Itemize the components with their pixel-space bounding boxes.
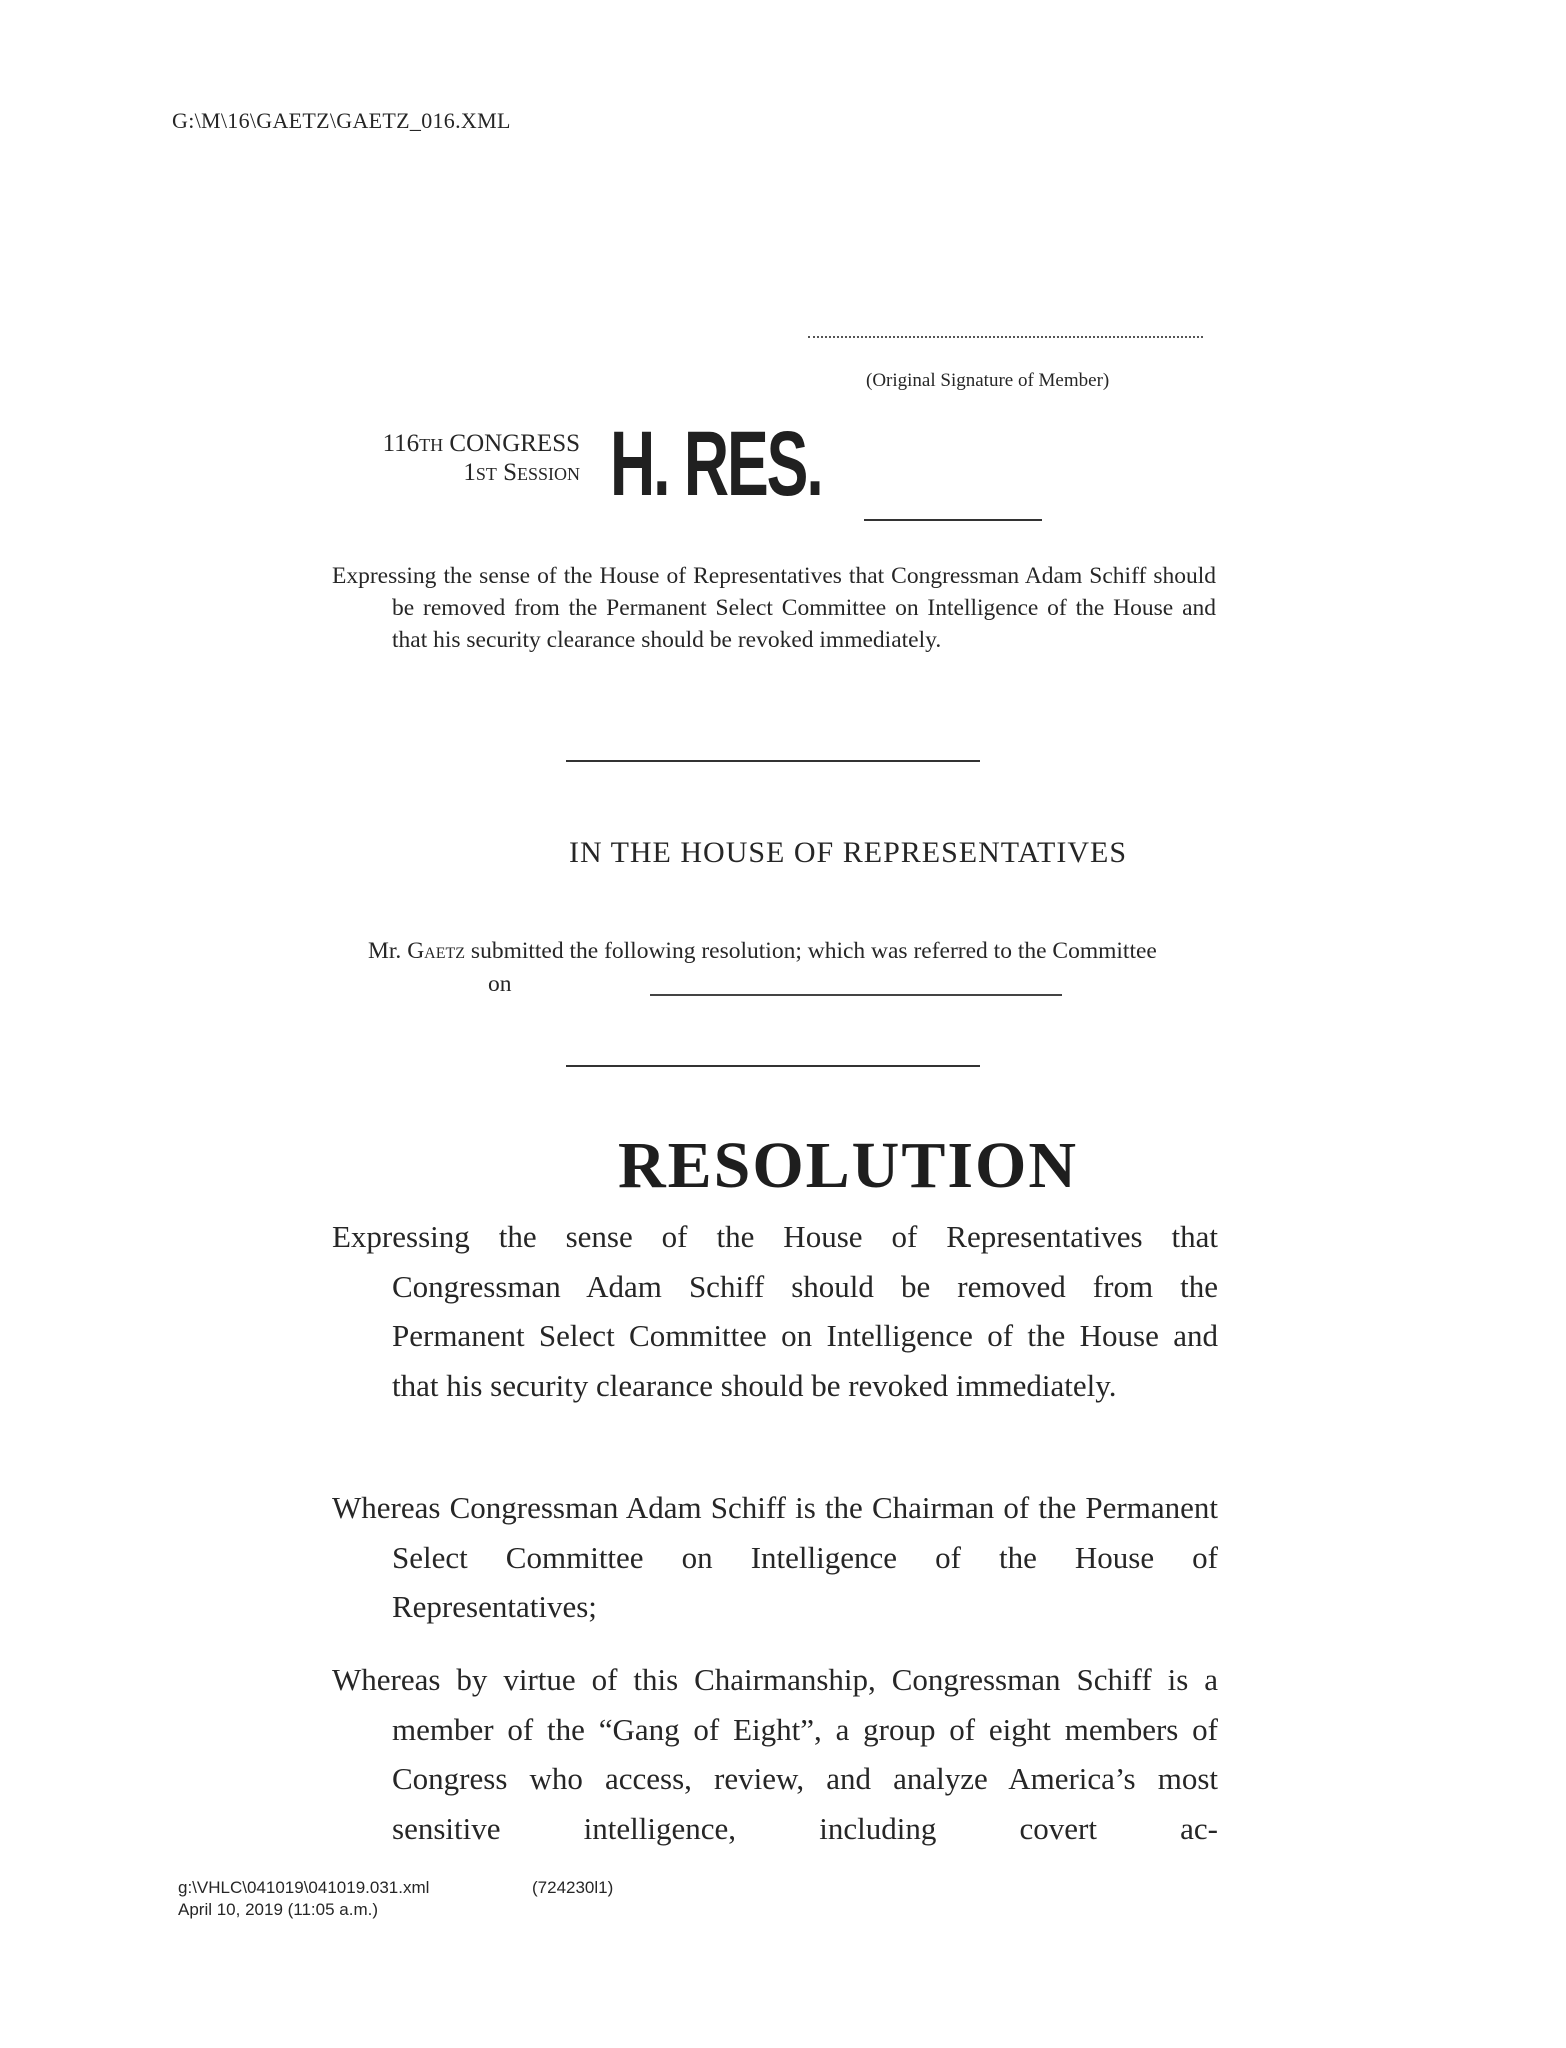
whereas-clause: Whereas by virtue of this Chairmanship, Congressman Schiff is a member of the “Gang of Eight”, a group of eight members of Congress who access, review, and analyze America’s most sensitive intelligence, including covert ac- <box>332 1662 1218 1846</box>
measure-title: H. RES. <box>610 413 822 515</box>
resolution-heading <box>0 1128 1566 1204</box>
short-description: Expressing the sense of the House of Representatives that Congressman Adam Schiff should be removed from the Permanent Select Committee on Intelligence of the House and that his security clearance should be revoked immediately. <box>332 563 1216 653</box>
congress-word: CONGRESS <box>449 430 580 457</box>
session-word: Session <box>503 459 580 486</box>
session-number: 1 <box>463 459 476 486</box>
measure-number-blank <box>864 519 1042 521</box>
chamber-heading <box>0 836 1566 870</box>
sponsor-name: Gaetz <box>407 938 466 964</box>
divider-rule <box>566 1065 980 1067</box>
congress-line <box>332 430 580 459</box>
sponsor-prefix: Mr. <box>368 938 402 964</box>
divider-rule <box>566 760 980 762</box>
file-path: G:\M\16\GAETZ\GAETZ_016.XML <box>172 108 511 133</box>
session-line <box>332 459 580 488</box>
congress-number-suffix: TH <box>419 435 444 455</box>
signature-line <box>808 336 1203 338</box>
committee-blank <box>650 994 1062 996</box>
submission-statement <box>368 935 1186 1001</box>
footer-doc-id: (724230l1) <box>532 1878 614 1897</box>
chamber-heading-text: IN THE HOUSE OF REPRESENTATIVES <box>568 836 1128 869</box>
resolution-heading-text: RESOLUTION <box>617 1129 1079 1202</box>
submission-text: submitted the following resolution; which was referred to the Committee on <box>470 938 1157 997</box>
congress-session-block <box>332 430 580 488</box>
resolution-preamble: Expressing the sense of the House of Representatives that Congressman Adam Schiff should be removed from the Permanent Select Committee on Intelligence of the House and that his security clearance should be revoked immediately. <box>332 1219 1218 1403</box>
signature-caption: (Original Signature of Member) <box>866 370 1110 391</box>
congress-number: 116 <box>382 430 420 457</box>
whereas-clause: Whereas Congressman Adam Schiff is the Chairman of the Permanent Select Committee on Intelligence of the House of Representatives; <box>332 1490 1218 1624</box>
footer-date: April 10, 2019 (11:05 a.m.) <box>178 1900 379 1919</box>
session-number-suffix: ST <box>475 464 497 484</box>
footer-path: g:\VHLC\041019\041019.031.xml <box>178 1878 430 1897</box>
